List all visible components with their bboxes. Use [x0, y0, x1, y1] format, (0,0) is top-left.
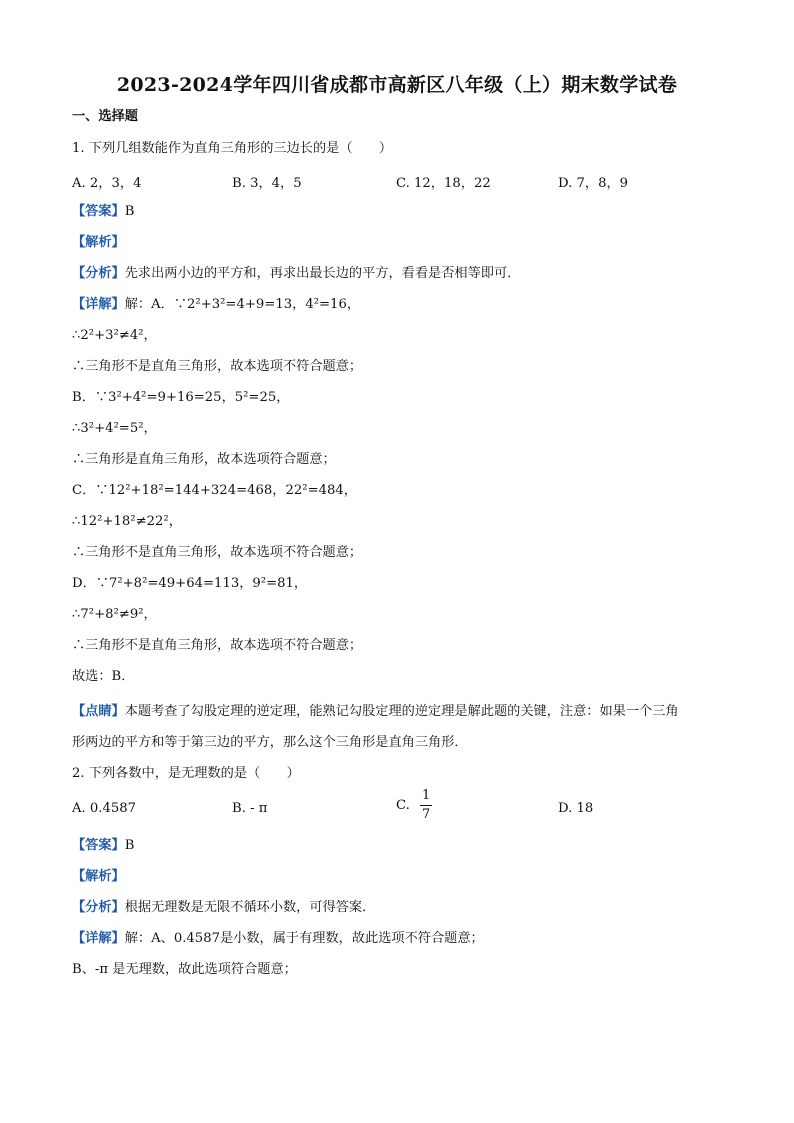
q1-option-a: A. 2，3，4 [72, 176, 142, 191]
q2-option-b: B. - π [232, 801, 268, 816]
q1-option-d: D. 7，8，9 [558, 176, 629, 191]
q1-detail-line: B．∵3²+4²=9+16=25，5²=25， [72, 390, 290, 405]
q2-answer [72, 837, 134, 855]
q1-option-c: C. 12，18，22 [396, 176, 491, 191]
analysis-tag: 【解析】 [72, 235, 125, 250]
page-title: 2023-2024学年四川省成都市高新区八年级（上）期末数学试卷 [116, 74, 678, 96]
q2-option-c [396, 789, 432, 822]
q1-detail-line: ∴三角形不是直角三角形，故本选项不符合题意； [72, 638, 363, 653]
q2-fenxi [72, 899, 375, 917]
q2-option-a: A. 0.4587 [72, 801, 137, 816]
q1-fenxi [72, 265, 520, 283]
analysis-tag: 【解析】 [72, 869, 125, 884]
fraction-bar [420, 805, 432, 806]
q1-choose: 故选：B． [72, 669, 135, 684]
xiangjie-tag: 【详解】 [72, 931, 125, 946]
q1-dianjing-cont: 形两边的平方和等于第三边的平方，那么这个三角形是直角三角形． [72, 735, 468, 750]
dianjing-text: 本题考查了勾股定理的逆定理，能熟记勾股定理的逆定理是解此题的关键，注意：如果一个三角 [124, 704, 679, 719]
fenxi-tag: 【分析】 [72, 900, 125, 915]
fenxi-tag: 【分析】 [72, 266, 125, 281]
section-heading: 一、选择题 [72, 109, 138, 124]
dianjing-tag: 【点睛】 [72, 704, 125, 719]
fraction-denominator: 7 [422, 807, 431, 822]
answer-value: B [124, 204, 135, 219]
fenxi-text: 根据无理数是无限不循环小数，可得答案． [124, 900, 376, 915]
q1-detail-line: ∴2²+3²≠4²， [72, 328, 157, 343]
answer-tag: 【答案】 [72, 204, 125, 219]
answer-value: B [124, 838, 135, 853]
fraction [420, 789, 432, 822]
q1-dianjing [72, 703, 679, 721]
question-1-stem: 1. 下列几组数能作为直角三角形的三边长的是（ ） [72, 141, 393, 156]
q1-detail-line: ∴三角形不是直角三角形，故本选项不符合题意； [72, 359, 363, 374]
q1-detail-line: ∴12²+18²≠22²， [72, 514, 182, 529]
q2-option-c-label: C. [396, 798, 410, 813]
xiangjie-tag: 【详解】 [72, 297, 125, 312]
q2-analysis-heading [72, 868, 125, 886]
q2-detail-line: B、-π 是无理数，故此选项符合题意； [72, 962, 297, 977]
detail-text: 解：A．∵2²+3²=4+9=13，4²=16， [124, 297, 361, 312]
q1-detail-line: ∴3²+4²=5²， [72, 421, 157, 436]
fraction-numerator: 1 [422, 788, 431, 803]
q1-detail-line: ∴7²+8²≠9²， [72, 607, 157, 622]
q1-option-b: B. 3，4，5 [232, 176, 302, 191]
fenxi-text: 先求出两小边的平方和，再求出最长边的平方，看看是否相等即可． [124, 266, 521, 281]
q1-detail-line: ∴三角形是直角三角形，故本选项符合题意； [72, 452, 336, 467]
q1-answer [72, 203, 134, 221]
answer-tag: 【答案】 [72, 838, 125, 853]
q1-detail-line: ∴三角形不是直角三角形，故本选项不符合题意； [72, 545, 363, 560]
q1-detail-line [72, 296, 360, 314]
q2-option-d: D. 18 [558, 801, 594, 816]
q1-detail-line: D．∵7²+8²=49+64=113，9²=81， [72, 576, 308, 591]
q2-detail-line [72, 930, 484, 948]
question-2-stem: 2. 下列各数中，是无理数的是（ ） [72, 766, 300, 781]
detail-text: 解：A、0.4587是小数，属于有理数，故此选项不符合题意； [124, 931, 484, 946]
q1-detail-line: C．∵12²+18²=144+324=468，22²=484， [72, 483, 357, 498]
q1-analysis-heading [72, 234, 125, 252]
